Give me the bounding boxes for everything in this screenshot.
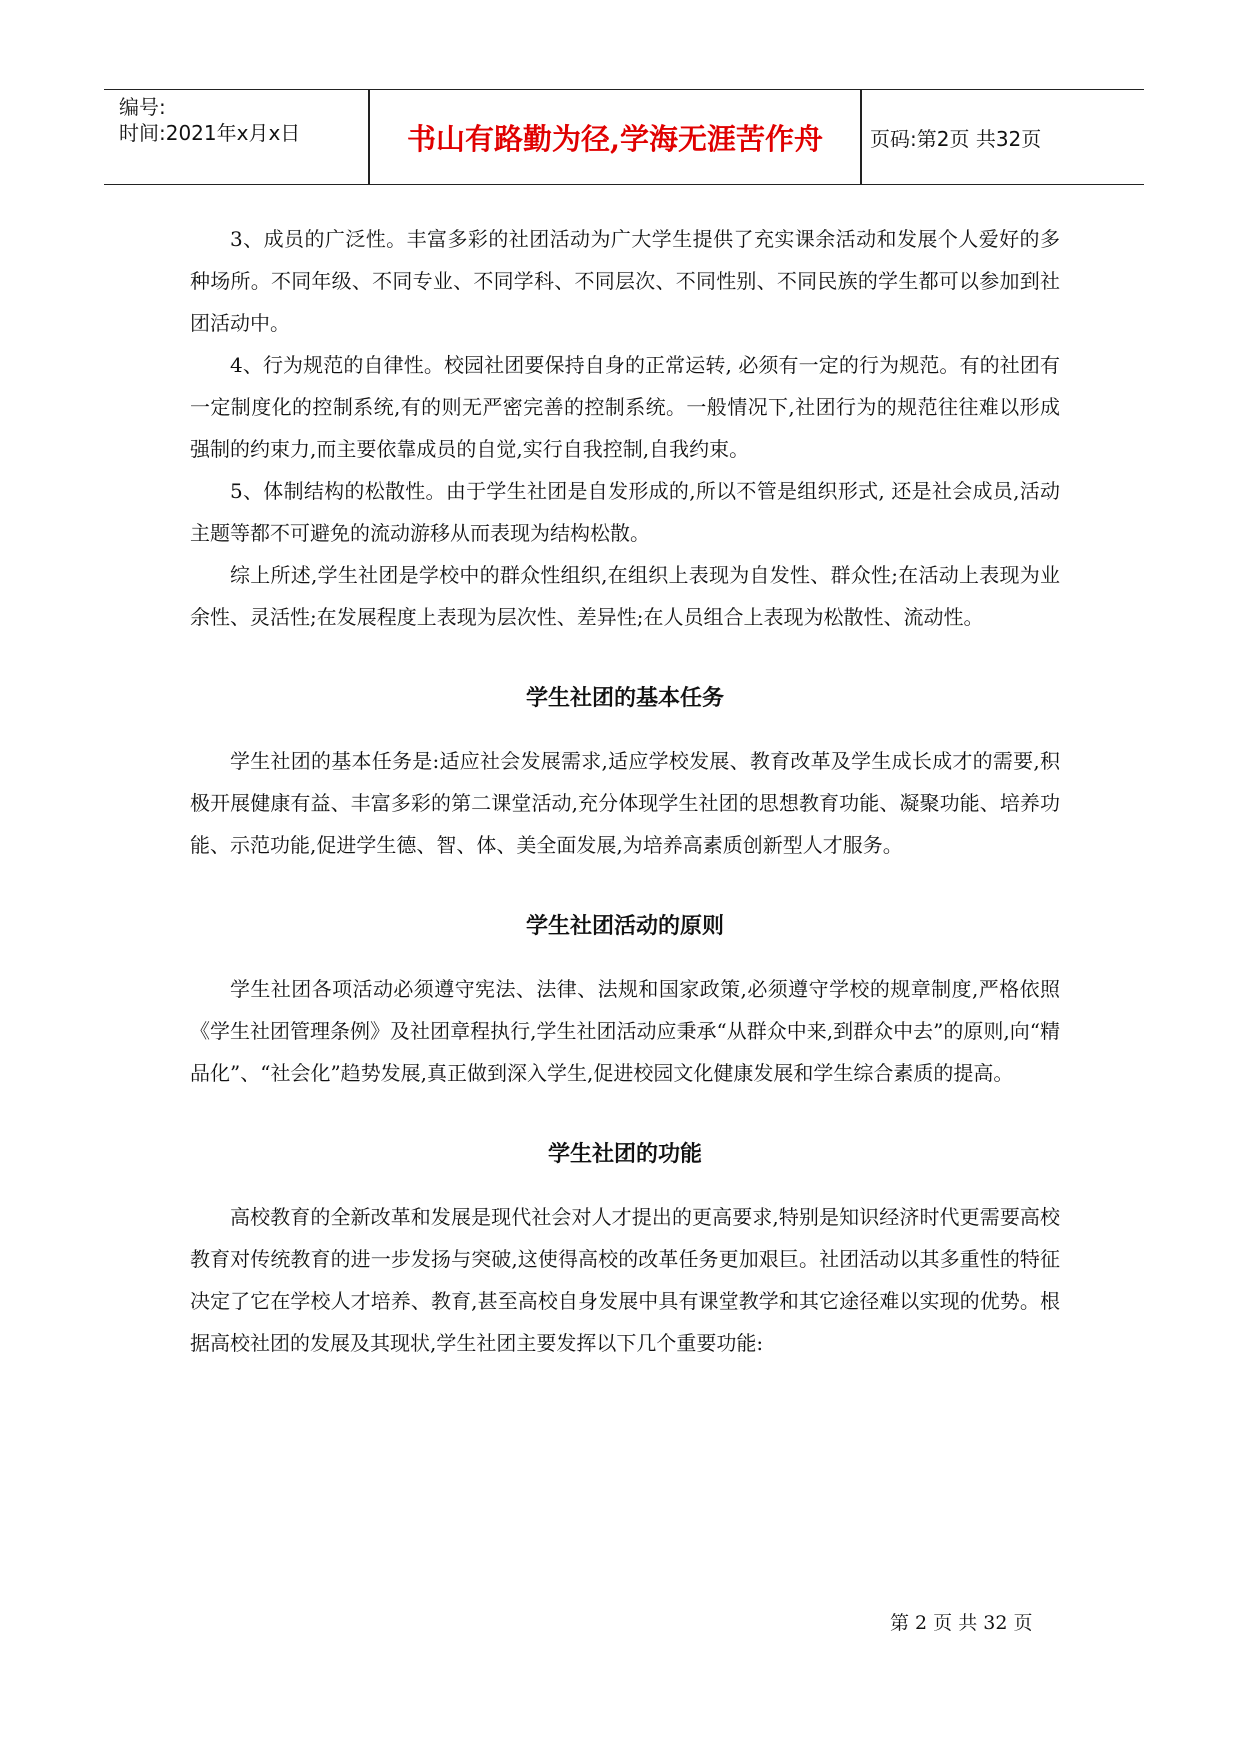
- paragraph: 综上所述,学生社团是学校中的群众性组织,在组织上表现为自发性、群众性;在活动上表现为业余性、灵活性;在发展程度上表现为层次性、差异性;在人员组合上表现为松散性、流动性。: [190, 563, 1060, 629]
- paragraph: 学生社团各项活动必须遵守宪法、法律、法规和国家政策,必须遵守学校的规章制度,严格依照《学生社团管理条例》及社团章程执行,学生社团活动应秉承“从群众中来,到群众中去”的原则,向“精品化”、“社会化”趋势发展,真正做到深入学生,促进校园文化健康发展和学生综合素质的提高。: [190, 977, 1060, 1085]
- header-motto: 书山有路勤为径,学海无涯苦作舟: [406, 121, 824, 156]
- section-title: 学生社团活动的原则: [525, 914, 724, 939]
- paragraph: 3、成员的广泛性。丰富多彩的社团活动为广大学生提供了充实课余活动和发展个人爱好的多种场所。不同年级、不同专业、不同学科、不同层次、不同性别、不同民族的学生都可以参加到社团活动中。: [190, 227, 1060, 335]
- page-footer: 第 2 页 共 32 页: [890, 1612, 1033, 1634]
- document-number-label: 编号:: [119, 95, 166, 119]
- header-page-label: 页码:第2页 共32页: [870, 126, 1042, 151]
- section-title: 学生社团的功能: [547, 1142, 702, 1167]
- paragraph: 5、体制结构的松散性。由于学生社团是自发形成的,所以不管是组织形式, 还是社会成员,活动主题等都不可避免的流动游移从而表现为结构松散。: [190, 479, 1060, 545]
- document-time-label: 时间:2021年x月x日: [119, 121, 301, 145]
- paragraph: 4、行为规范的自律性。校园社团要保持自身的正常运转, 必须有一定的行为规范。有的社团有一定制度化的控制系统,有的则无严密完善的控制系统。一般情况下,社团行为的规范往往难以形成强制的约束力,而主要依靠成员的自觉,实行自我控制,自我约束。: [190, 353, 1060, 461]
- section-title: 学生社团的基本任务: [525, 686, 724, 711]
- paragraph: 高校教育的全新改革和发展是现代社会对人才提出的更高要求,特别是知识经济时代更需要高校教育对传统教育的进一步发扬与突破,这使得高校的改革任务更加艰巨。社团活动以其多重性的特征决定了它在学校人才培养、教育,甚至高校自身发展中具有课堂教学和其它途径难以实现的优势。根据高校社团的发展及其现状,学生社团主要发挥以下几个重要功能:: [190, 1205, 1060, 1355]
- document-body: [190, 218, 1060, 1364]
- paragraph: 学生社团的基本任务是:适应社会发展需求,适应学校发展、教育改革及学生成长成才的需要,积极开展健康有益、丰富多彩的第二课堂活动,充分体现学生社团的思想教育功能、凝聚功能、培养功能、示范功能,促进学生德、智、体、美全面发展,为培养高素质创新型人才服务。: [190, 749, 1060, 857]
- page-header: [104, 89, 1144, 185]
- header-divider: [860, 90, 862, 184]
- header-meta: [119, 94, 359, 146]
